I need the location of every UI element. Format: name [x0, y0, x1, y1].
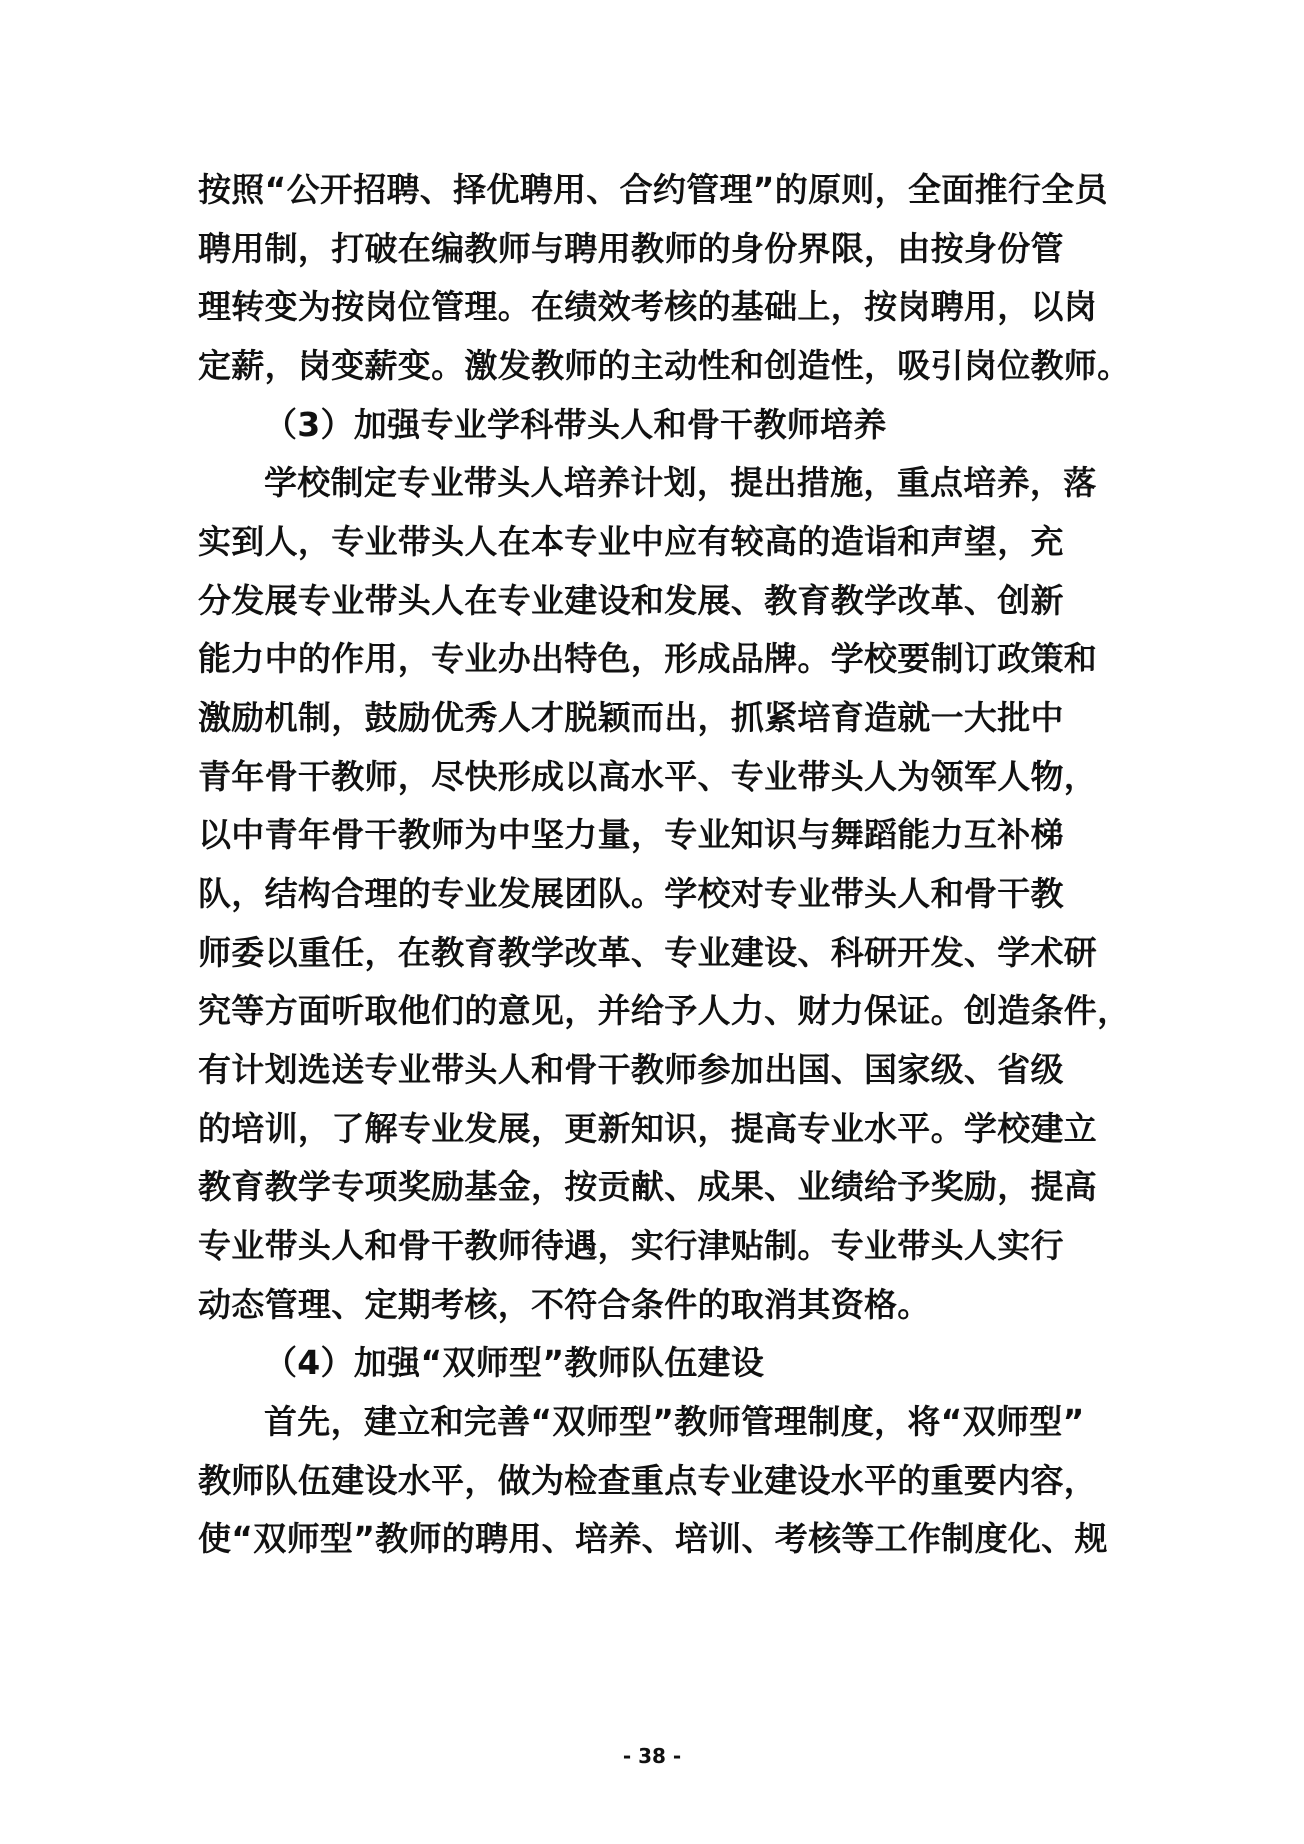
body-line: 教师队伍建设水平，做为检查重点专业建设水平的重要内容，: [198, 1461, 1098, 1500]
body-line: 能力中的作用，专业办出特色，形成品牌。学校要制订政策和: [198, 639, 1098, 678]
body-line: 究等方面听取他们的意见，并给予人力、财力保证。创造条件，: [198, 991, 1131, 1030]
section-heading: （4）加强“双师型”教师队伍建设: [264, 1343, 765, 1382]
page-number: - 38 -: [622, 1744, 682, 1768]
body-line: 实到人，专业带头人在本专业中应有较高的造诣和声望，充: [198, 522, 1064, 561]
body-line: 教育教学专项奖励基金，按贡献、成果、业绩给予奖励，提高: [198, 1167, 1098, 1206]
body-line: 青年骨干教师，尽快形成以高水平、专业带头人为领军人物，: [198, 757, 1098, 796]
body-line: 的培训，了解专业发展，更新知识，提高专业水平。学校建立: [198, 1109, 1098, 1148]
paragraph-first-line: 学校制定专业带头人培养计划，提出措施，重点培养，落: [264, 463, 1097, 502]
paragraph-first-line: 首先，建立和完善“双师型”教师管理制度，将“双师型”: [264, 1402, 1085, 1441]
body-line: 使“双师型”教师的聘用、培养、培训、考核等工作制度化、规: [198, 1519, 1108, 1558]
body-line: 队，结构合理的专业发展团队。学校对专业带头人和骨干教: [198, 874, 1064, 913]
body-line: 激励机制，鼓励优秀人才脱颖而出，抓紧培育造就一大批中: [198, 698, 1064, 737]
body-line: 师委以重任，在教育教学改革、专业建设、科研开发、学术研: [198, 933, 1098, 972]
body-line: 按照“公开招聘、择优聘用、合约管理”的原则，全面推行全员: [198, 170, 1108, 209]
body-line: 动态管理、定期考核，不符合条件的取消其资格。: [198, 1285, 931, 1324]
body-line: 有计划选送专业带头人和骨干教师参加出国、国家级、省级: [198, 1050, 1064, 1089]
section-heading: （3）加强专业学科带头人和骨干教师培养: [264, 405, 887, 444]
body-line: 聘用制，打破在编教师与聘用教师的身份界限，由按身份管: [198, 229, 1064, 268]
body-line: 专业带头人和骨干教师待遇，实行津贴制。专业带头人实行: [198, 1226, 1064, 1265]
body-line: 定薪，岗变薪变。激发教师的主动性和创造性，吸引岗位教师。: [198, 346, 1131, 385]
body-line: 理转变为按岗位管理。在绩效考核的基础上，按岗聘用，以岗: [198, 287, 1098, 326]
body-line: 以中青年骨干教师为中坚力量，专业知识与舞蹈能力互补梯: [198, 815, 1064, 854]
body-line: 分发展专业带头人在专业建设和发展、教育教学改革、创新: [198, 581, 1064, 620]
